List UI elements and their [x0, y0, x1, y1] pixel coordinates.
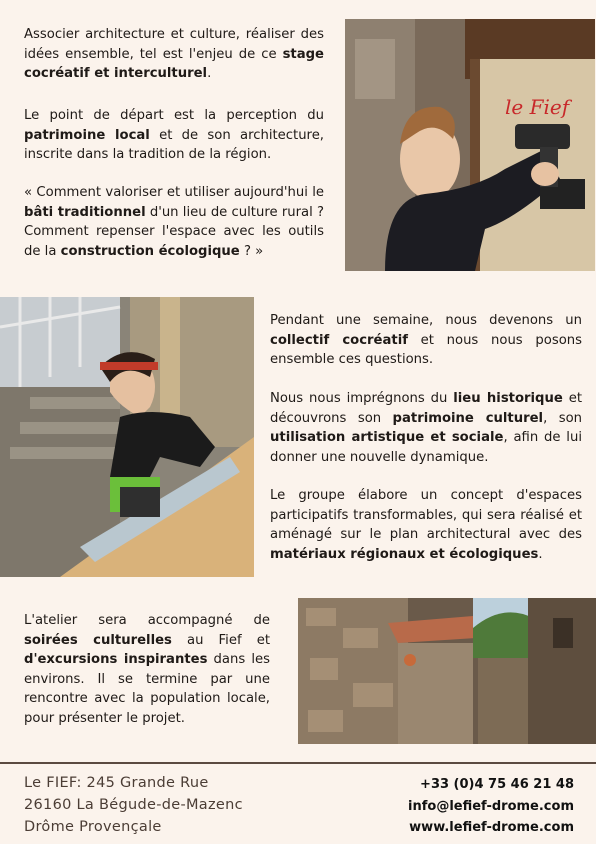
bottom-paragraph: L'atelier sera accompagné de soirées culturelles au Fief et d'excursions inspirantes dans les environs. Il se termine par une rencontre avec la population locale, pour présenter le projet.	[24, 613, 270, 726]
intro-paragraph-3: « Comment valoriser et utiliser aujourd'hui le bâti traditionnel d'un lieu de culture rural ? Comment repenser l'espace avec les outils de la construction écologique ? »	[24, 185, 325, 259]
phone-number[interactable]: +33 (0)4 75 46 21 48	[420, 777, 574, 792]
photo-woman-drilling	[345, 19, 595, 271]
footer-address	[24, 772, 243, 838]
middle-paragraph-3: Le groupe élabore un concept d'espaces participatifs transformables, qui sera réalisé et aménagé sur le plan architectural avec des matériaux régionaux et écologiques.	[270, 488, 582, 562]
footer	[0, 762, 596, 844]
address-line-3: Drôme Provençale	[24, 819, 162, 835]
photo-woman-sawing	[0, 297, 254, 577]
sign-logo: le Fief	[505, 95, 570, 119]
footer-contact	[408, 774, 574, 839]
photo-stone-alley	[298, 598, 596, 744]
intro-paragraph-2: Le point de départ est la perception du patrimoine local et de son architecture, inscrite dans la tradition de la région.	[24, 108, 324, 162]
middle-paragraph-2: Nous nous imprégnons du lieu historique et découvrons son patrimoine culturel, son utilisation artistique et sociale, afin de lui donner une nouvelle dynamique.	[270, 391, 582, 465]
address-line-1: Le FIEF: 245 Grande Rue	[24, 775, 209, 791]
address-line-2: 26160 La Bégude-de-Mazenc	[24, 797, 243, 813]
intro-paragraph-1: Associer architecture et culture, réaliser des idées ensemble, tel est l'enjeu de ce stage cocréatif et interculturel.	[24, 27, 324, 81]
website-link[interactable]: www.lefief-drome.com	[409, 820, 574, 835]
email-link[interactable]: info@lefief-drome.com	[408, 798, 574, 814]
middle-paragraph-1: Pendant une semaine, nous devenons un collectif cocréatif et nous nous posons ensemble ces questions.	[270, 313, 582, 367]
